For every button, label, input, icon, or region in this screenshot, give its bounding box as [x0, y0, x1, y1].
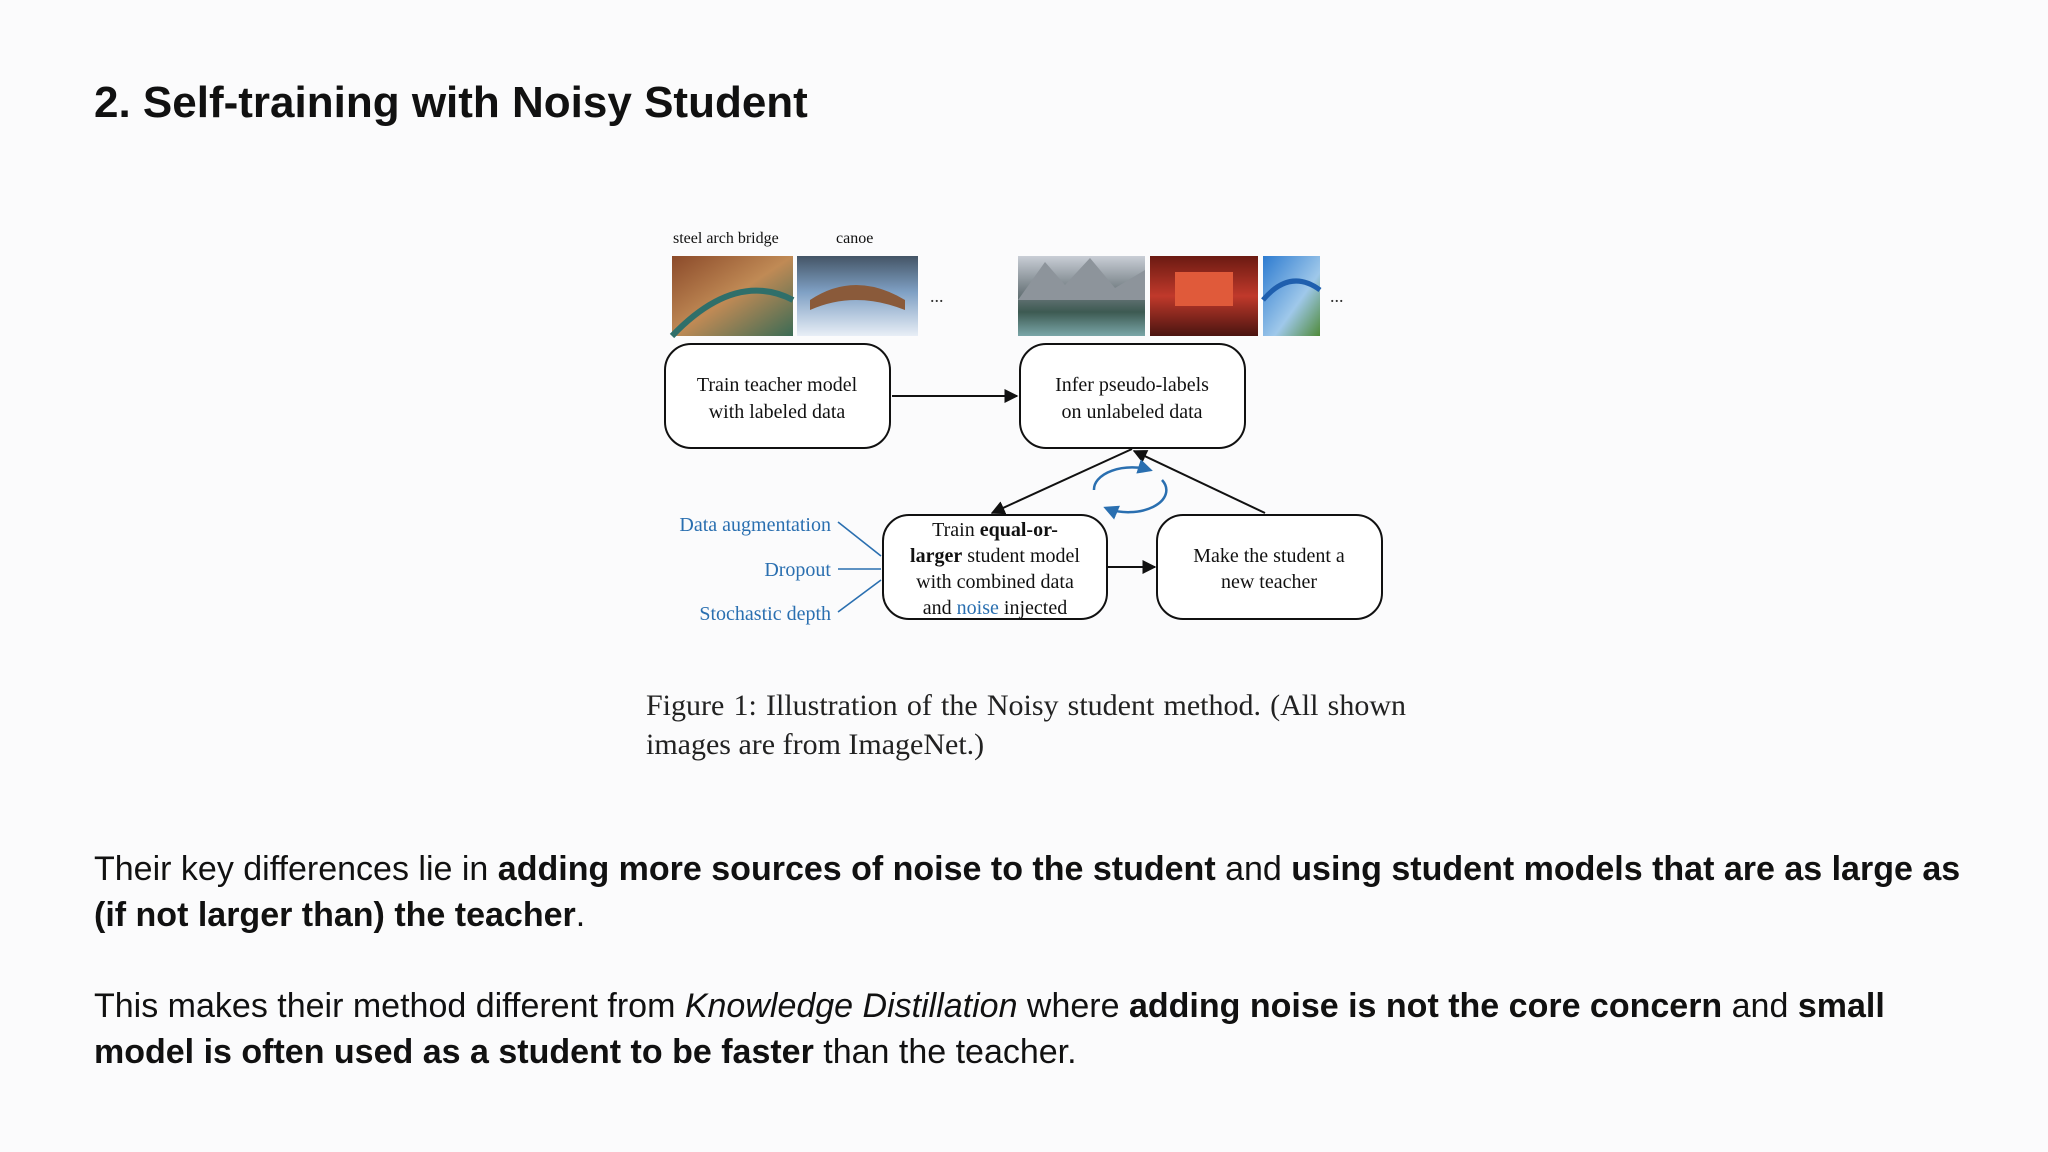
- theater-stage-shape: [1175, 272, 1233, 306]
- ellipsis-labeled: ...: [930, 286, 944, 306]
- box-infer-pseudo-labels-line2: on unlabeled data: [1061, 401, 1203, 423]
- box-new-teacher-line2: new teacher: [1220, 571, 1318, 593]
- noise-dropout: Dropout: [764, 559, 831, 581]
- box-new-teacher-line1: Make the student a: [1193, 545, 1345, 567]
- box-train-student-line2: larger student model: [910, 545, 1080, 567]
- box-train-student-line1: Train equal-or-: [932, 519, 1058, 541]
- arrow-pseudo-to-student: [992, 449, 1132, 513]
- paragraph-key-differences: Their key differences lie in adding more sources of noise to the student and using student models that are as large as (if not larger than) the teacher.: [94, 850, 1961, 934]
- box-infer-pseudo-labels-line1: Infer pseudo-labels: [1055, 374, 1209, 396]
- arrow-new-teacher-to-pseudo: [1134, 451, 1265, 513]
- noise-stochastic-depth: Stochastic depth: [699, 603, 831, 625]
- box-train-teacher-line2: with labeled data: [708, 401, 846, 423]
- figure-caption: Figure 1: Illustration of the Noisy student method. (All shown images are from ImageNet.): [646, 689, 1406, 761]
- box-train-student-line3: with combined data: [916, 571, 1074, 593]
- paragraph-knowledge-distillation: This makes their method different from Knowledge Distillation where adding noise is not the core concern and small model is often used as a student to be faster than the teacher.: [94, 987, 1885, 1071]
- box-train-teacher: [665, 344, 890, 448]
- image-blue-bridge: [1263, 256, 1320, 336]
- box-new-teacher: [1157, 515, 1382, 619]
- box-train-teacher-line1: Train teacher model: [696, 374, 858, 396]
- noise-line-augmentation: [838, 522, 881, 556]
- image-label-canoe: canoe: [836, 230, 874, 247]
- ellipsis-unlabeled: ...: [1330, 286, 1344, 306]
- noise-line-stochastic-depth: [838, 580, 881, 612]
- box-infer-pseudo-labels: [1020, 344, 1245, 448]
- box-train-student-line4: and noise injected: [922, 597, 1068, 619]
- slide-title: 2. Self-training with Noisy Student: [94, 78, 808, 127]
- image-label-bridge: steel arch bridge: [673, 230, 779, 247]
- cycle-loop-icon: [1094, 467, 1166, 512]
- noise-data-augmentation: Data augmentation: [679, 514, 831, 536]
